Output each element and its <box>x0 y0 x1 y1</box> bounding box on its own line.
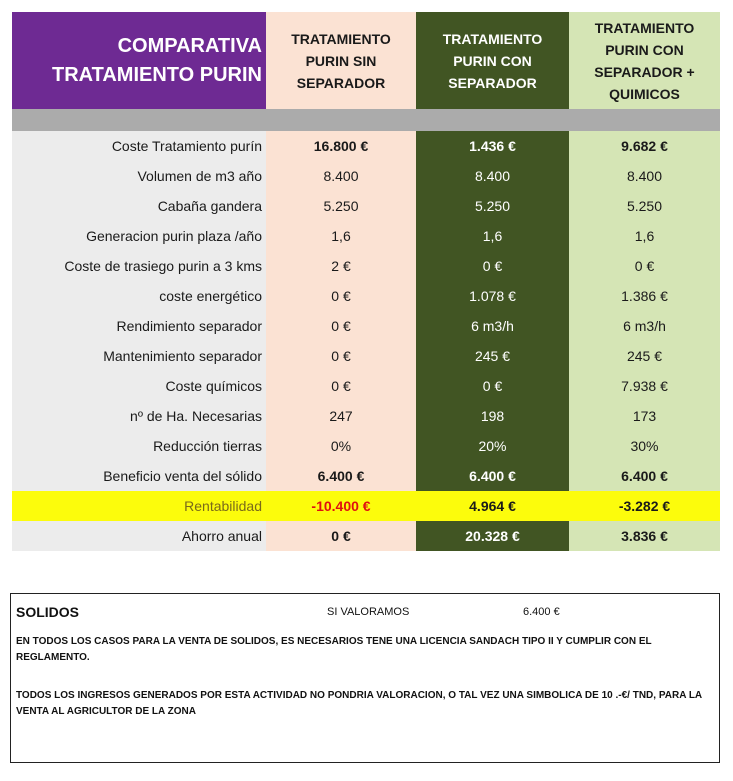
licencia-note: EN TODOS LOS CASOS PARA LA VENTA DE SOLIDOS, ES NECESARIOS TENE UNA LICENCIA SANDACH TIPO II Y CUMPLIR CON EL REGLAMENTO. <box>16 636 652 663</box>
cell-con-separador: 0 € <box>416 371 569 401</box>
cell-separador-quimicos: -3.282 € <box>569 491 720 521</box>
cell-sin-separador: 0 € <box>266 281 416 311</box>
row-label: Generacion purin plaza /año <box>12 221 266 251</box>
row-label: Rendimiento separador <box>12 311 266 341</box>
cell-sin-separador: 0% <box>266 431 416 461</box>
row-label: Coste de trasiego purin a 3 kms <box>12 251 266 281</box>
table-row <box>12 461 720 491</box>
cell-sin-separador: 0 € <box>266 341 416 371</box>
cell-con-separador: 6 m3/h <box>416 311 569 341</box>
cell-separador-quimicos: 173 <box>569 401 720 431</box>
header-sin-separador: TRATAMIENTO PURIN SIN SEPARADOR <box>266 12 416 109</box>
cell-sin-separador: 0 € <box>266 311 416 341</box>
table-row <box>12 341 720 371</box>
ingresos-note: TODOS LOS INGRESOS GENERADOS POR ESTA ACTIVIDAD NO PONDRIA VALORACION, O TAL VEZ UNA SIMBOLICA DE 10 .-€/ TND, PARA LA VENTA AL AGRICULTOR DE LA ZONA <box>16 690 702 717</box>
cell-sin-separador: 1,6 <box>266 221 416 251</box>
cell-con-separador: 8.400 <box>416 161 569 191</box>
row-label: Beneficio venta del sólido <box>12 461 266 491</box>
table-row <box>12 221 720 251</box>
row-label: Cabaña gandera <box>12 191 266 221</box>
title-line-1: COMPARATIVA <box>117 34 262 57</box>
cell-separador-quimicos: 3.836 € <box>569 521 720 551</box>
cell-separador-quimicos: 9.682 € <box>569 131 720 161</box>
table-row <box>12 131 720 161</box>
cell-separador-quimicos: 30% <box>569 431 720 461</box>
divider-band <box>12 109 720 131</box>
cell-sin-separador: 6.400 € <box>266 461 416 491</box>
si-valoramos-amount: 6.400 € <box>523 606 560 618</box>
cell-sin-separador: -10.400 € <box>266 491 416 521</box>
table-title <box>12 12 266 109</box>
table-row <box>12 251 720 281</box>
cell-con-separador: 5.250 <box>416 191 569 221</box>
header-row <box>12 12 720 109</box>
cell-separador-quimicos: 245 € <box>569 341 720 371</box>
cell-con-separador: 20.328 € <box>416 521 569 551</box>
cell-con-separador: 1.436 € <box>416 131 569 161</box>
cell-separador-quimicos: 1.386 € <box>569 281 720 311</box>
header-separador-quimicos: TRATAMIENTO PURIN CON SEPARADOR + QUIMICOS <box>569 12 720 109</box>
row-label: Ahorro anual <box>12 521 266 551</box>
cell-con-separador: 0 € <box>416 251 569 281</box>
cell-sin-separador: 0 € <box>266 521 416 551</box>
row-label: nº de Ha. Necesarias <box>12 401 266 431</box>
cell-sin-separador: 16.800 € <box>266 131 416 161</box>
solidos-title: SOLIDOS <box>16 604 80 620</box>
header-con-separador: TRATAMIENTO PURIN CON SEPARADOR <box>416 12 569 109</box>
solidos-box <box>10 593 720 763</box>
cell-con-separador: 198 <box>416 401 569 431</box>
cell-con-separador: 1.078 € <box>416 281 569 311</box>
row-label: Coste Tratamiento purín <box>12 131 266 161</box>
si-valoramos-label: SI VALORAMOS <box>327 606 410 618</box>
cell-con-separador: 4.964 € <box>416 491 569 521</box>
table-row <box>12 281 720 311</box>
cell-con-separador: 245 € <box>416 341 569 371</box>
cell-separador-quimicos: 5.250 <box>569 191 720 221</box>
cell-con-separador: 20% <box>416 431 569 461</box>
cell-separador-quimicos: 1,6 <box>569 221 720 251</box>
cell-sin-separador: 5.250 <box>266 191 416 221</box>
cell-separador-quimicos: 6.400 € <box>569 461 720 491</box>
table-row <box>12 161 720 191</box>
cell-separador-quimicos: 8.400 <box>569 161 720 191</box>
ahorro-row <box>12 521 720 551</box>
row-label: Coste químicos <box>12 371 266 401</box>
row-label: Reducción tierras <box>12 431 266 461</box>
cell-sin-separador: 247 <box>266 401 416 431</box>
table-row <box>12 401 720 431</box>
row-label: coste energético <box>12 281 266 311</box>
table-row <box>12 191 720 221</box>
cell-sin-separador: 0 € <box>266 371 416 401</box>
cell-separador-quimicos: 0 € <box>569 251 720 281</box>
table-row <box>12 311 720 341</box>
row-label: Volumen de m3 año <box>12 161 266 191</box>
cell-sin-separador: 8.400 <box>266 161 416 191</box>
table-row <box>12 371 720 401</box>
rentabilidad-row <box>12 491 720 521</box>
cell-con-separador: 1,6 <box>416 221 569 251</box>
title-line-2: TRATAMIENTO PURIN <box>52 63 262 86</box>
row-label: Mantenimiento separador <box>12 341 266 371</box>
table-row <box>12 431 720 461</box>
comparison-table <box>12 12 720 551</box>
cell-separador-quimicos: 7.938 € <box>569 371 720 401</box>
cell-sin-separador: 2 € <box>266 251 416 281</box>
cell-separador-quimicos: 6 m3/h <box>569 311 720 341</box>
row-label: Rentabilidad <box>12 491 266 521</box>
cell-con-separador: 6.400 € <box>416 461 569 491</box>
